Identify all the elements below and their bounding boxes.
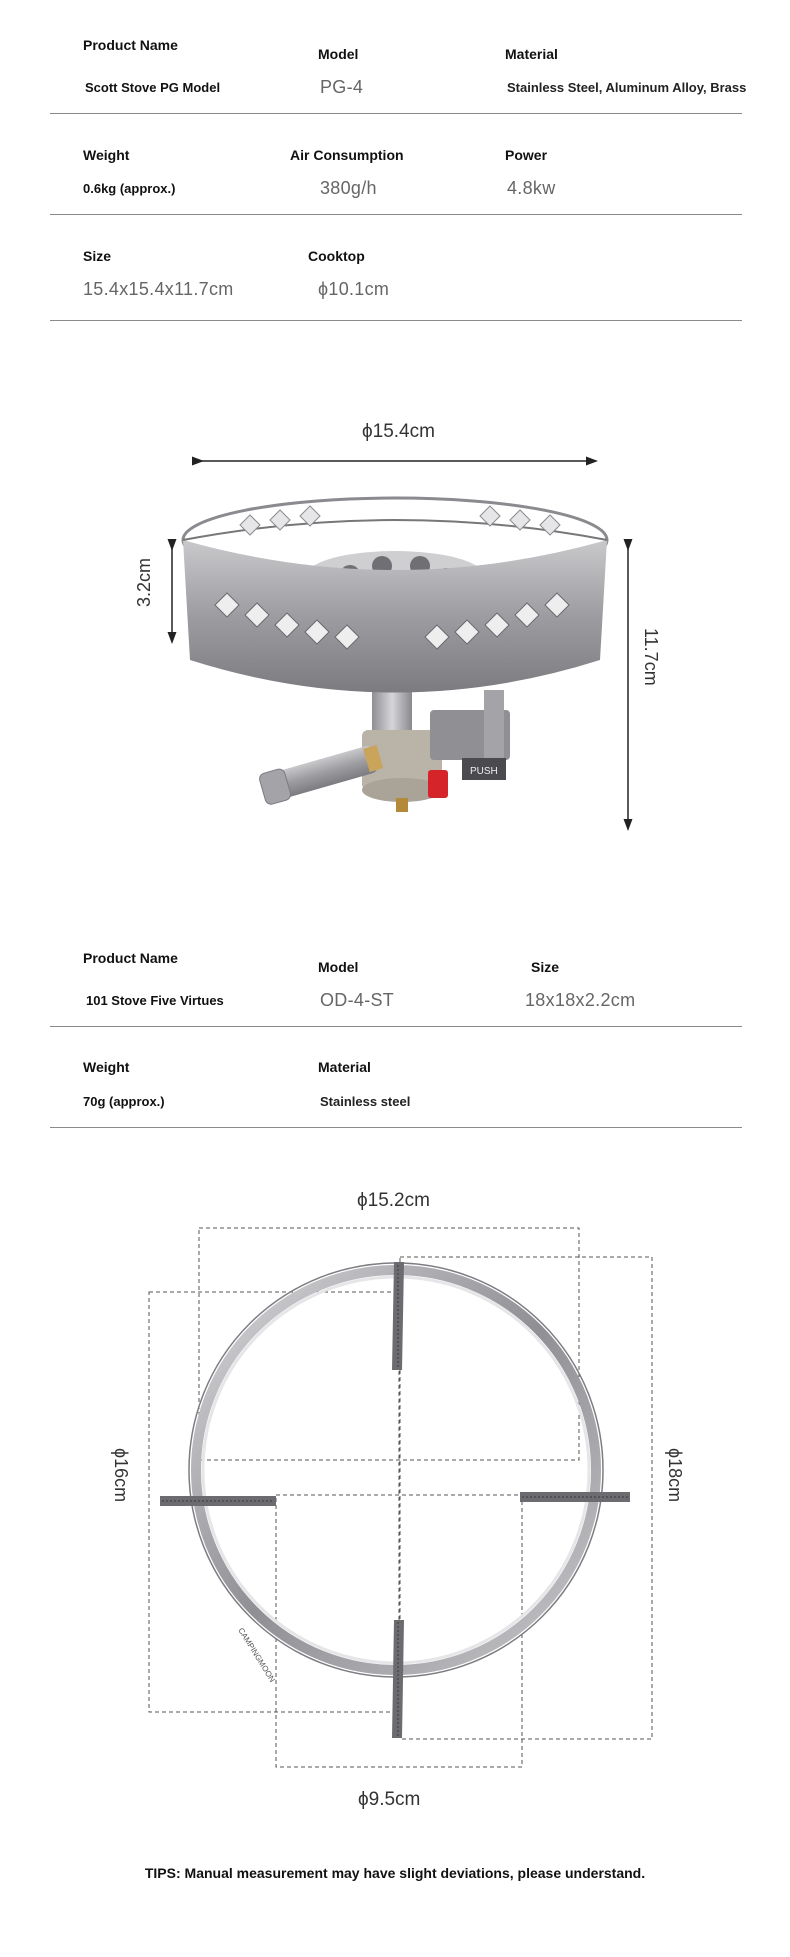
push-label: PUSH	[470, 766, 498, 777]
product-name-value-2: 101 Stove Five Virtues	[86, 993, 224, 1008]
weight-value: 0.6kg (approx.)	[83, 181, 176, 196]
weight-value-2: 70g (approx.)	[83, 1094, 165, 1109]
total-height-dimension: 11.7cm	[641, 628, 661, 686]
power-label: Power	[505, 147, 548, 163]
material-label-2: Material	[318, 1059, 371, 1075]
power-value: 4.8kw	[507, 178, 556, 198]
model-label-2: Model	[318, 959, 359, 975]
rim-height-dimension: 3.2cm	[134, 558, 154, 608]
material-value: Stainless Steel, Aluminum Alloy, Brass	[507, 80, 747, 95]
weight-label: Weight	[83, 147, 130, 163]
air-consumption-value: 380g/h	[320, 178, 377, 198]
model-label: Model	[318, 46, 359, 62]
size-label-2: Size	[531, 959, 560, 975]
stove-width-dimension: ϕ15.4cm	[362, 421, 435, 442]
ring-top-dimension: ϕ15.2cm	[357, 1190, 430, 1211]
brand-mark: CAMPINGMOON	[236, 1626, 277, 1684]
model-value-2: OD-4-ST	[320, 990, 395, 1010]
ring-bottom-dimension: ϕ9.5cm	[358, 1789, 421, 1810]
ring-right-dimension: ϕ18cm	[665, 1448, 685, 1503]
size-value: 15.4x15.4x11.7cm	[83, 279, 234, 299]
size-label: Size	[83, 248, 112, 264]
material-value-2: Stainless steel	[320, 1094, 411, 1109]
weight-label-2: Weight	[83, 1059, 130, 1075]
product-name-label: Product Name	[83, 37, 178, 53]
size-value-2: 18x18x2.2cm	[525, 990, 636, 1010]
product-name-value: Scott Stove PG Model	[85, 80, 221, 95]
ring-left-dimension: ϕ16cm	[111, 1448, 131, 1503]
model-value: PG-4	[320, 77, 364, 97]
product-name-label-2: Product Name	[83, 950, 178, 966]
tips-note: TIPS: Manual measurement may have slight deviations, please understand.	[144, 1865, 646, 1881]
cooktop-label: Cooktop	[308, 248, 365, 264]
air-consumption-label: Air Consumption	[290, 147, 404, 163]
material-label: Material	[505, 46, 558, 62]
cooktop-value: ϕ10.1cm	[318, 279, 390, 299]
